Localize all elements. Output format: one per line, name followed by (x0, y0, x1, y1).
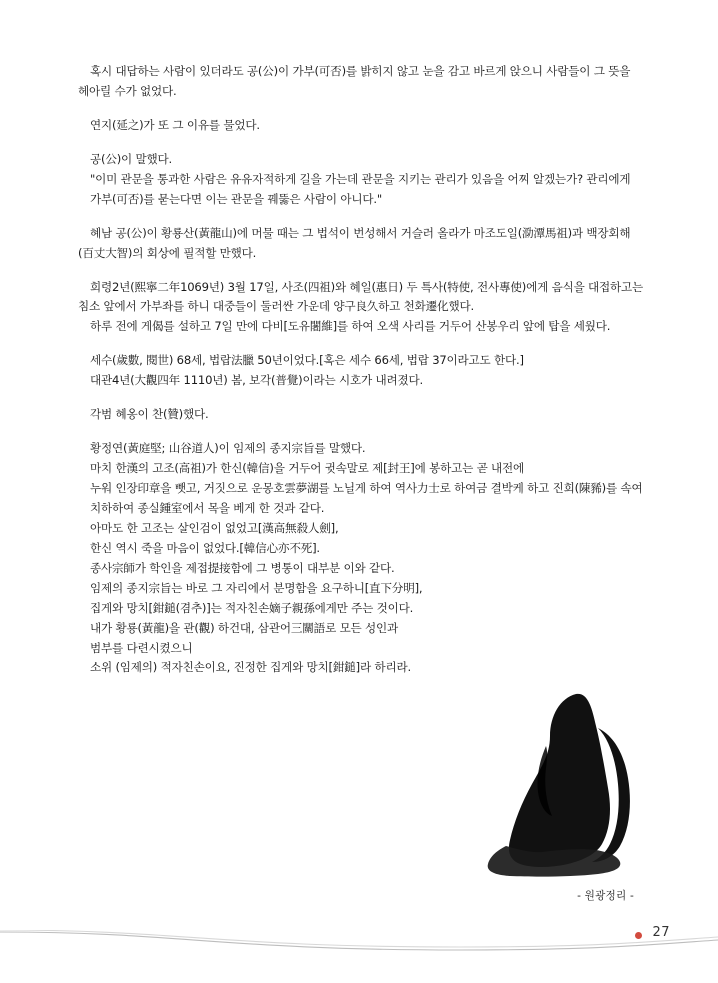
footer-divider (0, 930, 718, 956)
verse-line: 마치 한漢의 고조(高祖)가 한신(韓信)을 거두어 귓속말로 제[封王]에 봉하고는 곧 내전에 (90, 461, 525, 476)
paragraph: 공(公)이 말했다. (90, 151, 173, 166)
verse-line: 소위 (임제의) 적자친손이요, 진정한 집게와 망치[鉗鎚]라 하리라. (90, 660, 411, 675)
verse-block (78, 439, 648, 678)
verse-line: 임제의 종지宗旨는 바로 그 자리에서 분명함을 요구하니[直下分明], (90, 580, 423, 595)
quote-paragraph: "이미 관문을 통과한 사람은 유유자적하게 길을 가는데 관문을 지키는 관리가 있음을 어찌 알겠는가? 관리에게 가부(可否)를 묻는다면 이는 관문을 꿰뚫은 사람이 아니다." (90, 171, 631, 206)
paragraph-block (78, 224, 648, 264)
paragraph: 혹시 대답하는 사람이 있더라도 공(公)이 가부(可否)를 밝히지 않고 눈을 감고 바르게 앉으니 사람들이 그 뜻을 헤아릴 수가 없었다. (78, 64, 631, 98)
paragraph: 하루 전에 게偈를 설하고 7일 만에 다비[도유闍維]를 하여 오색 사리를 거두어 산봉우리 앞에 탑을 세웠다. (90, 319, 611, 334)
verse-line: 집게와 망치[鉗鎚(겸추)]는 적자친손嫡子親孫에게만 주는 것이다. (90, 600, 414, 615)
verse-line: 황정연(黃庭堅; 山谷道人)이 임제의 종지宗旨를 말했다. (90, 441, 366, 456)
paragraph-block (78, 116, 648, 136)
seated-figure-ink-drawing (480, 688, 670, 883)
paragraph: 연지(延之)가 또 그 이유를 물었다. (90, 117, 260, 132)
paragraph: 세수(歲數, 閱世) 68세, 법랍法臘 50년이었다.[혹은 세수 66세, 법랍 37이라고도 한다.] (90, 353, 524, 368)
page-number-dot (635, 932, 642, 939)
illustration-caption: - 원광정리 - (577, 890, 634, 902)
ink-illustration (480, 688, 670, 883)
paragraph: 각범 혜옹이 찬(贊)했다. (90, 407, 209, 422)
paragraph-block (78, 150, 648, 210)
page-number: 27 (652, 925, 670, 940)
verse-line: 범부를 다련시켰으니 (90, 640, 193, 655)
paragraph: 혜남 공(公)이 황룡산(黃龍山)에 머물 때는 그 법석이 번성해서 거슬러 올라가 마조도일(泐潭馬祖)과 백장회해(百丈大智)의 회상에 필적할 만했다. (78, 225, 631, 260)
verse-line: 내가 황룡(黃龍)을 관(觀) 하건대, 삼관어三關語로 모든 성인과 (90, 620, 399, 635)
paragraph: 대관4년(大觀四年 1110년) 봄, 보각(普覺)이라는 시호가 내려졌다. (90, 373, 423, 388)
paragraph-block (78, 62, 648, 102)
verse-line: 아마도 한 고조는 살인검이 없었고[漢高無殺人劍], (90, 520, 339, 535)
verse-line: 종사宗師가 학인을 제접提接함에 그 병통이 대부분 이와 같다. (90, 560, 395, 575)
verse-line: 누워 인장印章을 뺏고, 거짓으로 운몽호雲夢湖를 노닐게 하여 역사力士로 하여금 결박케 하고 진희(陳豨)를 속여 치하하여 종실鍾室에서 목을 베게 한 것과 같다. (90, 481, 643, 515)
paragraph-block (78, 351, 648, 391)
verse-line: 한신 역시 죽을 마음이 없었다.[韓信心亦不死]. (90, 540, 320, 555)
paragraph: 희령2년(熙寧二年1069년) 3월 17일, 사조(四祖)와 혜일(惠日) 두 특사(特使, 전사專使)에게 음식을 대접하고는 침소 앞에서 가부좌를 하니 대중들이 둘러싼 가운데 양구良久하고 천화遷化했다. (78, 279, 644, 314)
paragraph-block (78, 278, 648, 338)
paragraph-block (78, 405, 648, 425)
body-text-column (78, 62, 648, 692)
